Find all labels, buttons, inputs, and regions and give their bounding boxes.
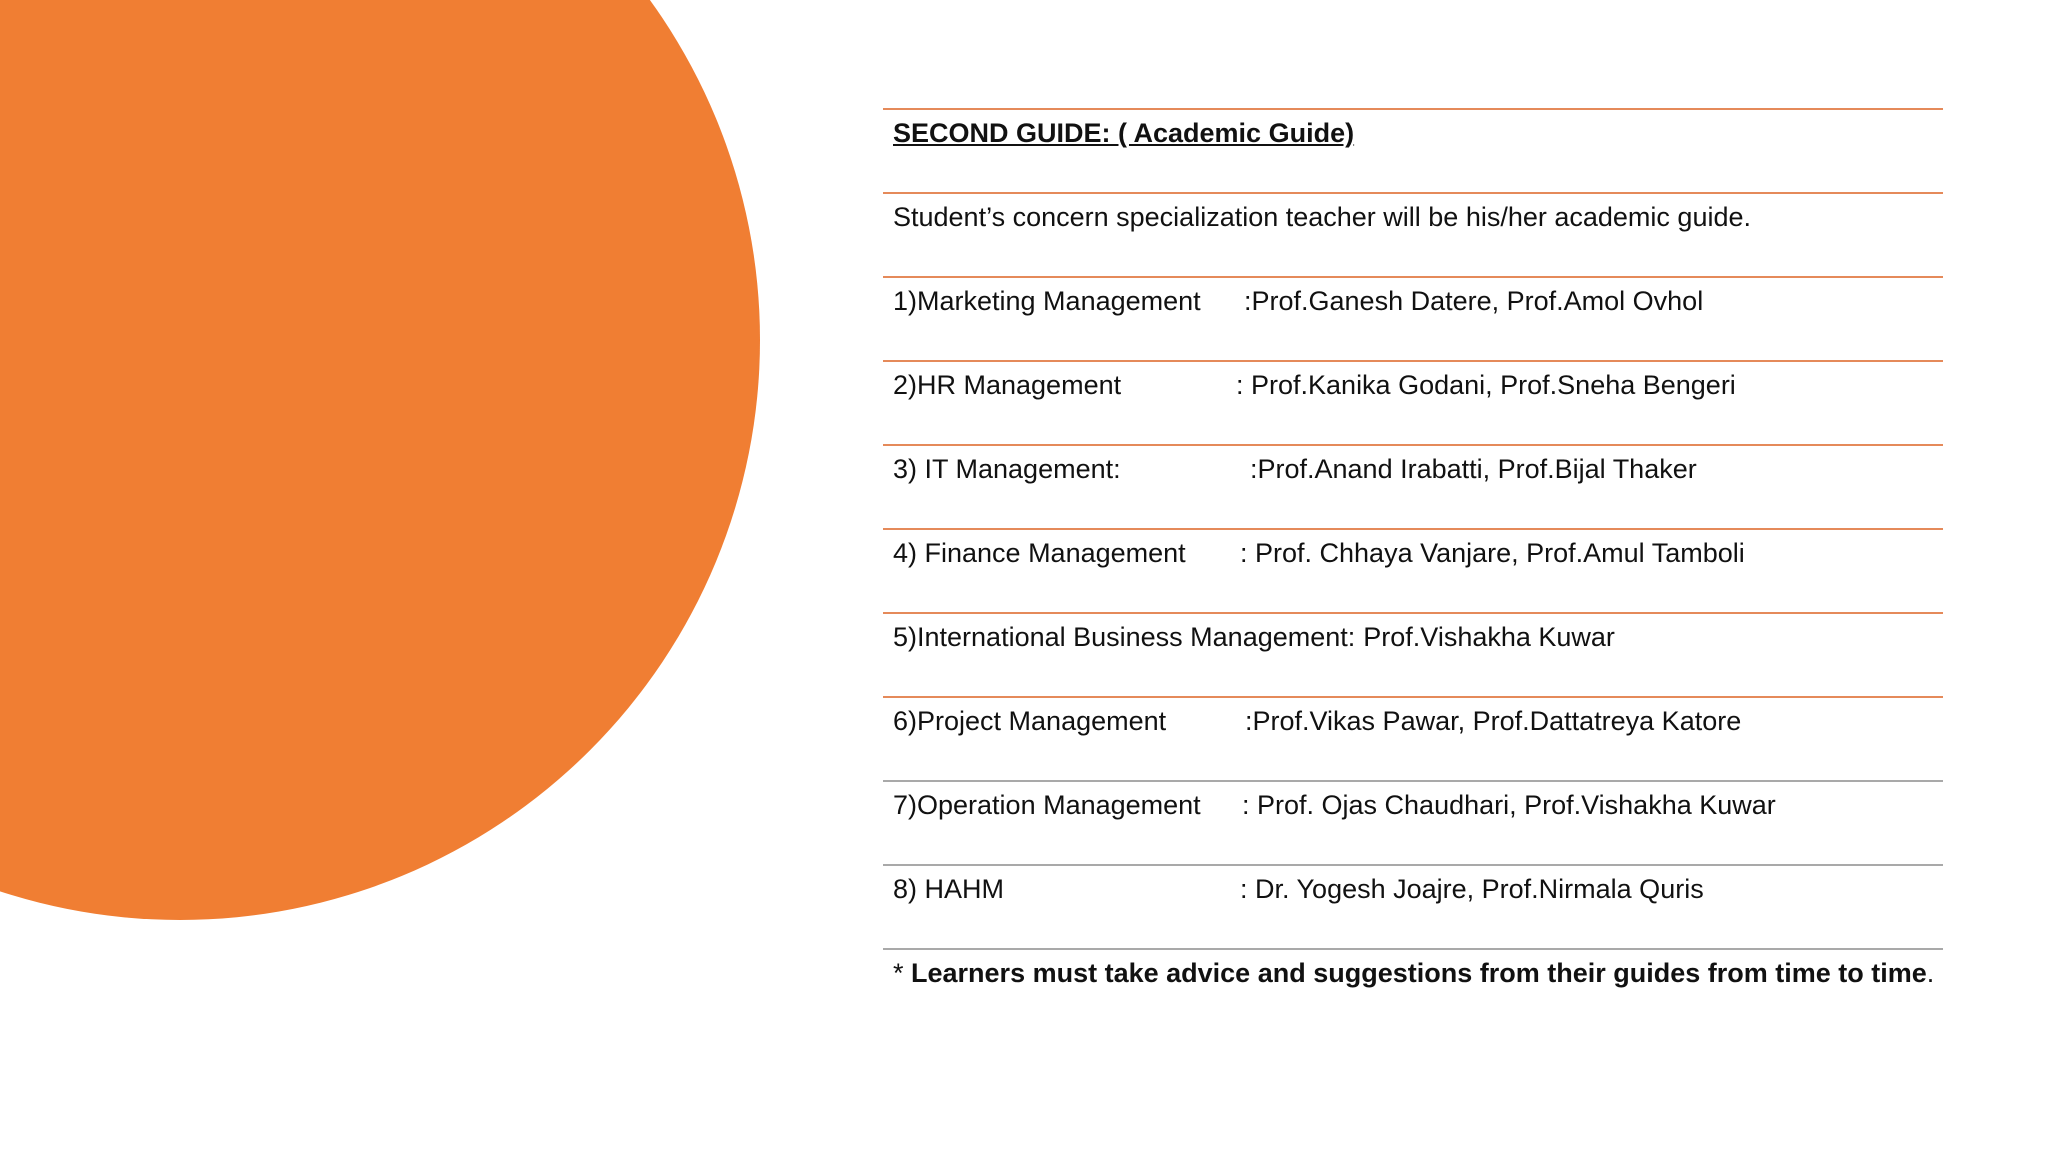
specialization-label: 3) IT Management: <box>893 454 1121 484</box>
section-heading: SECOND GUIDE: ( Academic Guide) <box>893 118 1355 148</box>
guide-names: : Dr. Yogesh Joajre, Prof.Nirmala Quris <box>1240 874 1704 904</box>
note-period: . <box>1926 958 1935 988</box>
table-row <box>883 528 1943 612</box>
intro-text: Student’s concern specialization teacher will be his/her academic guide. <box>893 202 1751 232</box>
specialization-label: 4) Finance Management <box>893 538 1186 568</box>
table-row <box>883 696 1943 780</box>
table-row <box>883 444 1943 528</box>
specialization-label: 8) HAHM <box>893 874 1005 904</box>
orange-circle-decoration <box>0 0 760 920</box>
heading-row <box>883 108 1943 192</box>
note-asterisk: * <box>893 958 912 988</box>
note-text: Learners must take advice and suggestions from their guides from time to time <box>911 958 1927 988</box>
guide-names: : Prof. Chhaya Vanjare, Prof.Amul Tamboli <box>1240 538 1745 568</box>
table-row <box>883 612 1943 696</box>
note-row <box>883 948 1943 1008</box>
intro-row <box>883 192 1943 276</box>
table-row <box>883 864 1943 948</box>
guide-names: Prof.Vishakha Kuwar <box>1363 622 1615 652</box>
guide-names: :Prof.Anand Irabatti, Prof.Bijal Thaker <box>1250 454 1697 484</box>
guide-names: : Prof. Ojas Chaudhari, Prof.Vishakha Kuwar <box>1242 790 1776 820</box>
guide-names: :Prof.Ganesh Datere, Prof.Amol Ovhol <box>1244 286 1704 316</box>
specialization-label: 1)Marketing Management <box>893 286 1201 316</box>
guide-table <box>883 108 1943 1008</box>
specialization-label: 7)Operation Management <box>893 790 1201 820</box>
table-row <box>883 276 1943 360</box>
specialization-label: 5)International Business Management: <box>893 622 1356 652</box>
table-row <box>883 780 1943 864</box>
specialization-label: 6)Project Management <box>893 706 1167 736</box>
guide-names: :Prof.Vikas Pawar, Prof.Dattatreya Katore <box>1245 706 1742 736</box>
table-row <box>883 360 1943 444</box>
specialization-label: 2)HR Management <box>893 370 1122 400</box>
guide-names: : Prof.Kanika Godani, Prof.Sneha Bengeri <box>1236 370 1736 400</box>
